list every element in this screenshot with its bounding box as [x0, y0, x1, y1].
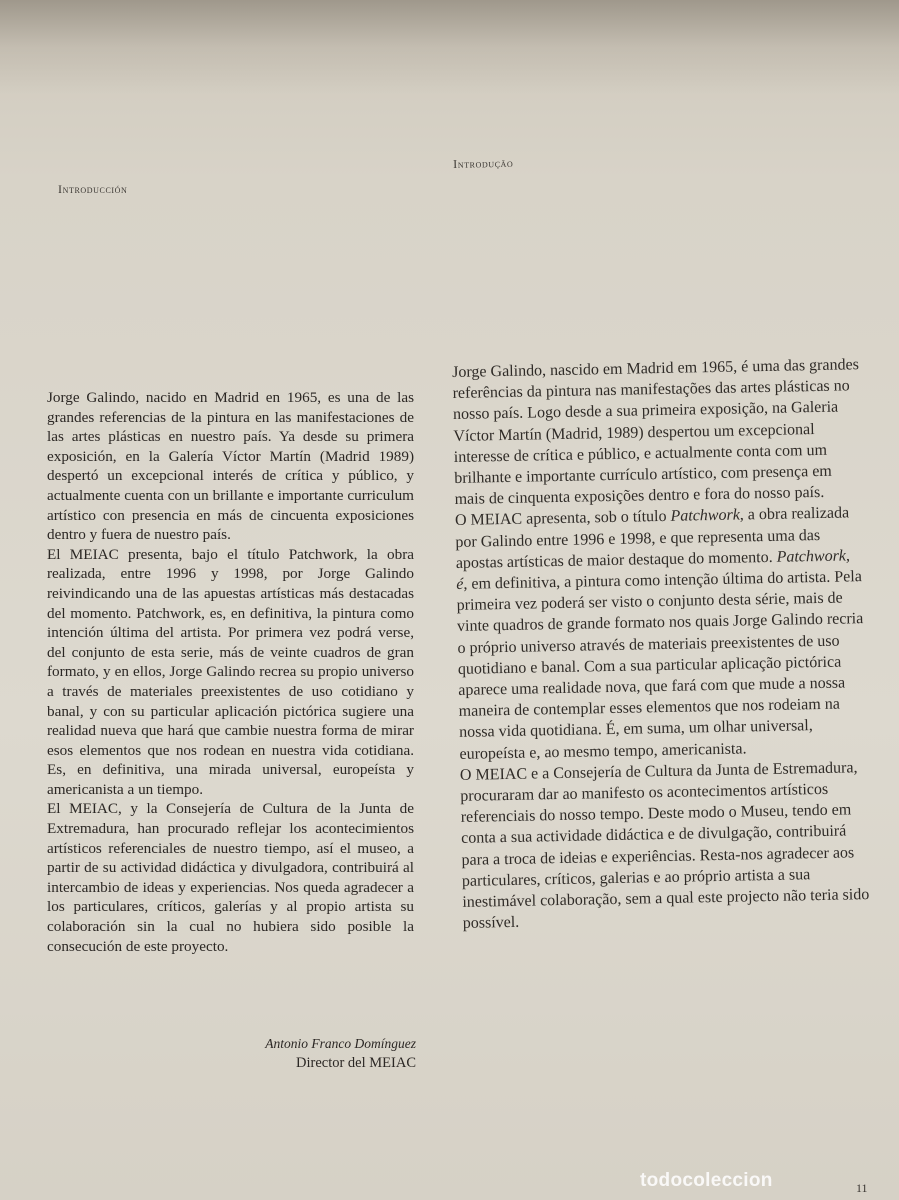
portuguese-column [452, 354, 871, 934]
signature-title: Director del MEIAC [296, 1055, 416, 1071]
spanish-paragraph-3: El MEIAC, y la Consejería de Cultura de la Junta de Extremadura, han procurado reflejar los acontecimientos artísticos referenciales de nuestro tiempo, así el museo, a partir de su actividad didáctica y divulgadora, contribuirá al intercambio de ideas y experiencias. Nos queda agradecer a los particulares, críticos, galerías y al propio artista su colaboración sin la cual no hubiera sido posible la consecución de este proyecto. [47, 800, 414, 955]
portuguese-title-patchwork-2: Patchwork, é [456, 547, 851, 593]
portuguese-paragraph-3: O MEIAC e a Consejería de Cultura da Junta de Estremadura, procuraram dar ao manifesto os acontecimentos artísticos referenciais do nosso tempo. Deste modo o Museu, tendo em conta a sua actividade didáctica e de divulgação, contribuirá para a troca de ideias e experiências. Resta-nos agradecer aos particulares, críticos, galerias e ao próprio artista a sua inestimável colaboração, sem a qual este projecto não teria sido possível. [459, 759, 870, 933]
spanish-paragraph-1: Jorge Galindo, nacido en Madrid en 1965, es una de las grandes referencias de la pintura en las manifestaciones de las artes plásticas en nuestro país. Ya desde su primera exposición, en la Galería Víctor Martín (Madrid 1989) despertó un excepcional interés de crítica y público, y actualmente cuenta con un brillante e importante curriculum artístico con presencia en más de cincuenta exposiciones dentro y fuera de nuestro país. [47, 389, 414, 544]
heading-portuguese: Introdução [453, 155, 514, 171]
watermark-logo: todocoleccion [640, 1170, 773, 1191]
portuguese-paragraph-2-part-c: , em definitiva, a pintura como intenção última do artista. Pela primeira vez poderá ser visto o conjunto desta série, mais de vinte quadros de grande formato nos quais Jorge Galindo recria o próprio universo através de materiais preexistentes de uso quotidiano e banal. Com a sua particular aplicação pictórica aparece uma realidade nova, que fará com que mude a nossa maneira de contemplar esses elementos que nos rodeiam na nossa vida quotidiana. É, em suma, um olhar universal, europeísta e, ao mesmo tempo, americanista. [456, 568, 864, 763]
spanish-column [47, 388, 414, 956]
signature-name: Antonio Franco Domínguez [265, 1036, 416, 1051]
heading-spanish: Introducción [58, 182, 128, 196]
page-number: 11 [856, 1181, 868, 1195]
portuguese-paragraph-2 [455, 503, 868, 765]
top-shadow [0, 0, 899, 95]
signature-block [180, 1034, 416, 1073]
portuguese-title-patchwork: Patchwork [670, 506, 741, 526]
portuguese-paragraph-2-part-b: , a obra realizada por Galindo entre 1996 e 1998, e que representa uma das apostas artísticas de maior destaque do momento. [455, 504, 850, 572]
portuguese-paragraph-1: Jorge Galindo, nascido em Madrid em 1965, é uma das grandes referências da pintura nas manifestações das artes plásticas no nosso país. Logo desde a sua primeira exposição, na Galeria Víctor Martín (Madrid, 1989) despertou um excepcional interesse de crítica e público, e actualmente conta com um brilhante e importante currículo artístico, com presença em mais de cinquenta exposições dentro e fora do nosso país. [452, 356, 860, 509]
portuguese-paragraph-2-part-a: O MEIAC apresenta, sob o título [454, 508, 671, 530]
spanish-paragraph-2: El MEIAC presenta, bajo el título Patchwork, la obra realizada, entre 1996 y 1998, por Jorge Galindo reivindicando una de las apuestas artísticas más destacadas del momento. Patchwork, es, en definitiva, la pintura como intención última del artista. Por primera vez podrá verse, del conjunto de esta serie, más de veinte cuadros de gran formato, y en ellos, Jorge Galindo recrea su propio universo a través de materiales preexistentes de uso cotidiano y banal, y con su particular aplicación pictórica sugiere una realidad nueva que hará que cambie nuestra forma de mirar esos elementos que nos rodean en nuestra vida cotidiana. Es, en definitiva, una mirada universal, europeísta y americanista a un tiempo. [47, 545, 414, 798]
